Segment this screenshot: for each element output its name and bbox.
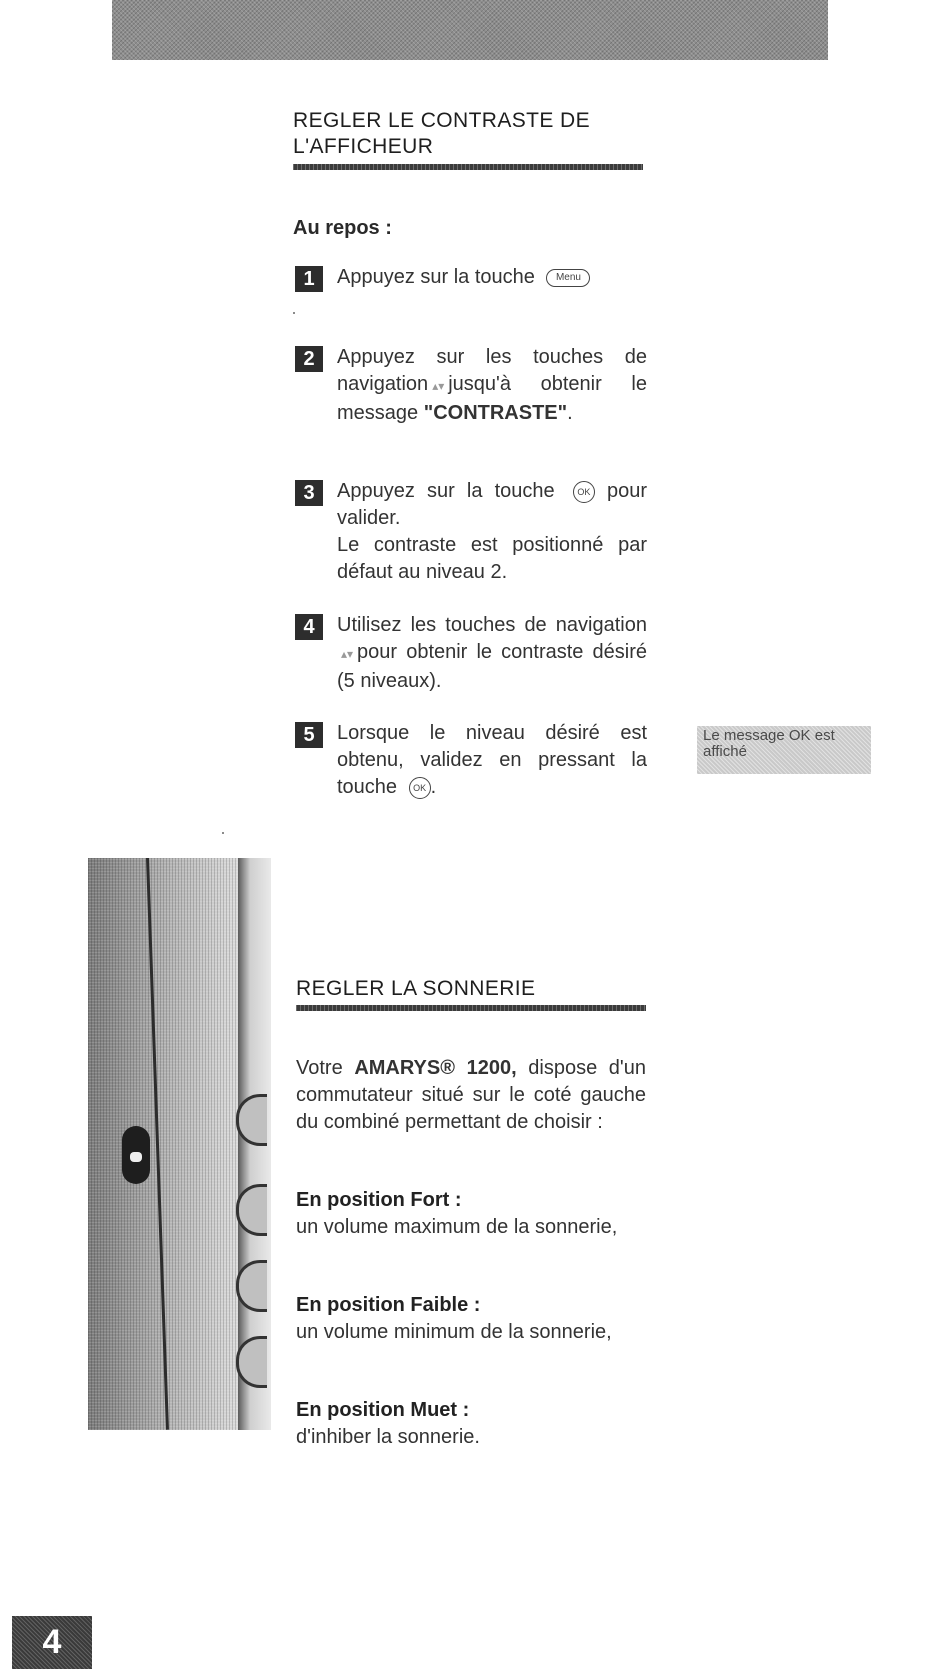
handset-side-photo xyxy=(88,858,271,1430)
ringer-switch xyxy=(122,1126,150,1184)
step-text: Appuyez sur la touche xyxy=(337,266,535,288)
position-desc: d'inhiber la sonnerie. xyxy=(296,1426,480,1448)
step-2: 2 Appuyez sur les touches de navigation ▴▾ jusqu'à obtenir le message "CONTRASTE". xyxy=(295,344,647,427)
step-4: 4 Utilisez les touches de navigation▴▾ pour obtenir le contraste désiré (5 niveaux). xyxy=(295,612,647,695)
step-text: Appuyez sur les touches de navigation xyxy=(337,346,647,395)
position-mute xyxy=(296,1397,646,1451)
position-label: En position Muet : xyxy=(296,1399,470,1421)
page-number: 4 xyxy=(12,1616,92,1669)
step-note: Le contraste est positionné par défaut au niveau 2. xyxy=(337,534,647,583)
step-text: Utilisez les touches de navigation xyxy=(337,614,647,636)
step-1 xyxy=(295,264,647,291)
side-note: Le message OK est affiché xyxy=(697,726,871,774)
step-number: 3 xyxy=(295,480,323,506)
title-underline xyxy=(296,1005,646,1011)
product-name: AMARYS® 1200, xyxy=(354,1057,517,1079)
position-label: En position Fort : xyxy=(296,1189,462,1211)
step-3: 3 Appuyez sur la touche OK pour valider. Le contraste est positionné par défaut au niveau 2. xyxy=(295,478,647,586)
position-desc: un volume maximum de la sonnerie, xyxy=(296,1216,618,1238)
step-5: 5 Lorsque le niveau désiré est obtenu, validez en pressant la touche OK . xyxy=(295,720,647,801)
ringer-intro: Votre AMARYS® 1200, dispose d'un commutateur situé sur le coté gauche du combiné permettant de choisir : xyxy=(296,1057,646,1133)
position-strong xyxy=(296,1187,646,1241)
position-weak xyxy=(296,1292,646,1346)
step-text: Lorsque le niveau désiré est obtenu, validez en pressant la touche xyxy=(337,722,647,798)
nav-keys-icon: ▴▾ xyxy=(341,647,354,661)
step-text: Appuyez sur la touche xyxy=(337,480,555,502)
position-desc: un volume minimum de la sonnerie, xyxy=(296,1321,612,1343)
step-number: 2 xyxy=(295,346,323,372)
position-label: En position Faible : xyxy=(296,1294,481,1316)
step-number: 4 xyxy=(295,614,323,640)
section-title-contrast: REGLER LE CONTRASTE DE L'AFFICHEUR xyxy=(293,109,591,158)
intro-at-rest: Au repos : xyxy=(293,217,392,239)
step-number: 5 xyxy=(295,722,323,748)
message-name: "CONTRASTE" xyxy=(423,402,568,424)
ok-key-icon: OK xyxy=(409,777,431,799)
header-band xyxy=(112,0,828,60)
step-text: jusqu'à obtenir le message xyxy=(337,373,647,424)
title-underline xyxy=(293,164,643,170)
nav-keys-icon: ▴▾ xyxy=(432,379,445,393)
menu-key-icon: Menu xyxy=(546,269,590,287)
step-number: 1 xyxy=(295,266,323,292)
section-title-ringer: REGLER LA SONNERIE xyxy=(296,977,536,1000)
ok-key-icon: OK xyxy=(573,481,595,503)
